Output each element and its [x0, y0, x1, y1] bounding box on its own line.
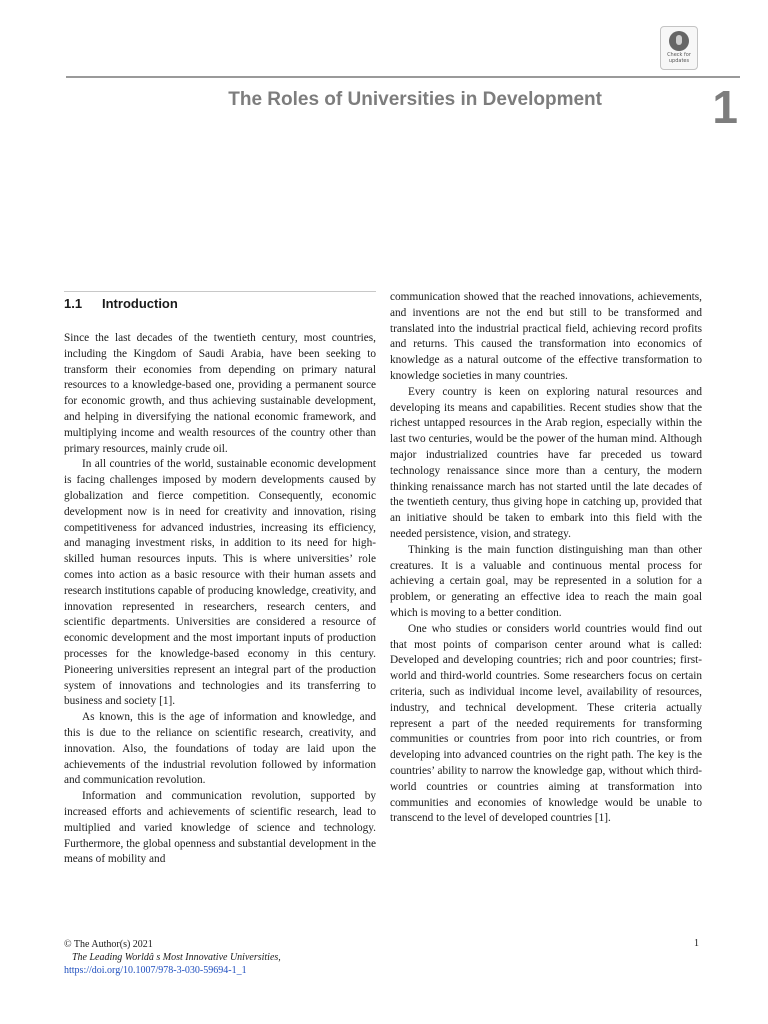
paragraph: In all countries of the world, sustainable economic development is facing challenges imposed by modern developments caused by globalization and fierce competition. Consequently, economic development now is in need for creativity and innovation, rising competitiveness for advanced industries, increasing its efficiency, and managing investment risks, in addition to its need for high-skilled human resources inputs. This is where universities’ role comes into action as a basic resource with their human assets and research institutions capable of producing knowledge, creativity, and innovation represented in researchers, research centers, and scientific departments. Universities are considered a resource of economic development and the most important inputs of production processes for the knowledge-based economy in this century. Pioneering universities represent an integral part of the production system of innovations and technologies and its transferring to business and society [1]. [64, 458, 376, 708]
section-number: 1.1 [64, 296, 83, 311]
check-updates-icon [669, 31, 689, 51]
check-for-updates-badge[interactable] [660, 26, 698, 70]
footer [64, 938, 281, 977]
chapter-number: 1 [712, 81, 738, 133]
paragraph: One who studies or considers world countries would find out that most points of comparison center around what is called: Developed and developing countries; rich and poor countries; first-world and third-world countries. Some researchers focus on certain criteria, such as individual income level, availability of resources, industry, and technical development. These criteria actually represent a part of the needed requirements for transforming communities or countries from poor into rich countries, or from developing into advanced countries on the right path. The key is the countries’ ability to narrow the knowledge gap, without which third-world countries or countries aiming at transformation into communities and economies of knowledge would be unable to transcend to the level of developed countries [1]. [390, 622, 702, 825]
right-column [390, 290, 702, 827]
paragraph: Information and communication revolution, supported by increased efforts and achievements of scientific research, lead to multiplied and varied knowledge of science and technology. Furthermore, the global openness and substantial development in the means of mobility and [64, 790, 376, 866]
paragraph: Since the last decades of the twentieth century, most countries, including the Kingdom of Saudi Arabia, have been seeking to transform their economies from depending on primary natural resources to a knowledge-based one, providing a permanent source for economic growth, and thus achieving sustainable development, and helping in diversifying the national economic framework, and multiplying income and wealth resources of the country other than primary resources, mainly crude oil. [64, 332, 376, 455]
book-title: The Leading Worldâ s Most Innovative Universities, [72, 952, 281, 963]
left-column [64, 331, 376, 868]
copyright-text: © The Author(s) 2021 [64, 939, 153, 950]
paragraph: Every country is keen on exploring natural resources and developing its means and capabilities. Recent studies show that the richest untapped resources in the Arab region, especially within the last two centuries, would be the power of the human mind. Although major industrialized countries have far preceded us toward technology renaissance since more than a century, the modern thinking renaissance march has not started until the late decades of the twentieth century, thus giving hope in catching up, provided that an initiative should be taken to embark into this field with the needed persistence, vision, and strategy. [390, 385, 702, 540]
paragraph: communication showed that the reached innovations, achievements, and inventions are not the end but still to be transformed and translated into the industrial practical field, achieving record profits and returns. This caused the transformation into economics of knowledge as a natural outcome of the effective transformation to knowledge societies in many countries. [390, 291, 702, 382]
page-number: 1 [694, 938, 699, 949]
paragraph: As known, this is the age of information and knowledge, and this is due to the reliance on scientific research, creativity, and innovation. Also, the foundations of today are laid upon the achievements of the industrial revolution followed by information and communication revolution. [64, 711, 376, 787]
badge-text-line1: Check for [667, 52, 691, 58]
chapter-title: The Roles of Universities in Development [228, 89, 602, 110]
section-heading [64, 296, 178, 311]
section-title: Introduction [102, 296, 178, 311]
doi-link[interactable]: https://doi.org/10.1007/978-3-030-59694-1_1 [64, 965, 247, 976]
paragraph: Thinking is the main function distinguishing man than other creatures. It is a valuable and continuous mental process for achieving a certain goal, may be represented in a solution for a problem, or generating an effective idea to reach the main goal which is moving to a better condition. [390, 543, 702, 619]
section-rule [64, 291, 376, 292]
top-rule [66, 76, 740, 78]
badge-text-line2: updates [668, 58, 690, 64]
